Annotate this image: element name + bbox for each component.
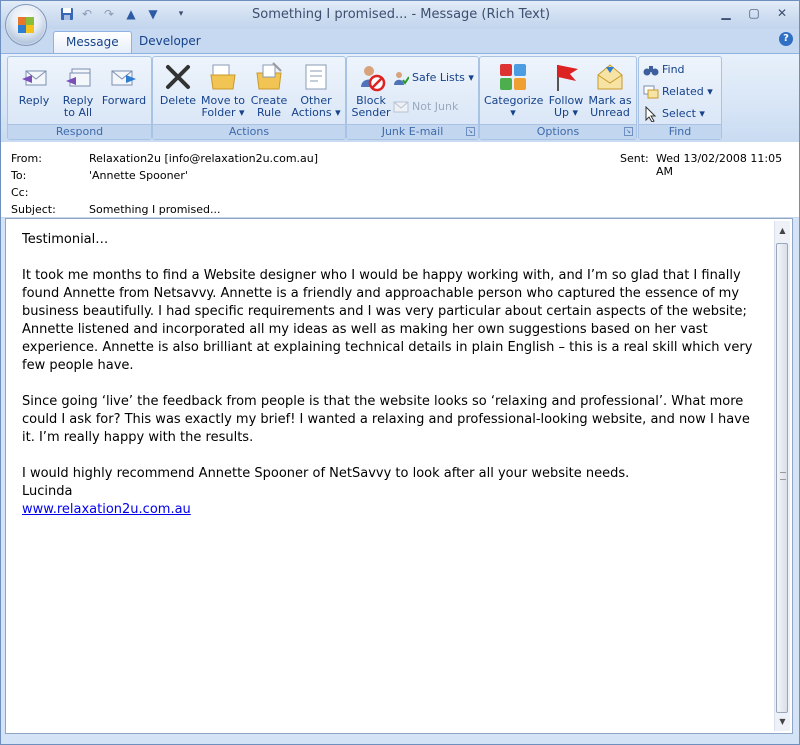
follow-up-flag-icon (550, 61, 582, 93)
create-rule-button[interactable]: Create Rule (247, 59, 291, 123)
sent-label: Sent: (620, 152, 649, 165)
forward-icon (108, 61, 140, 93)
related-icon (643, 84, 659, 100)
follow-up-button[interactable]: Follow Up ▾ (544, 59, 588, 123)
maximize-icon[interactable]: ▢ (748, 6, 760, 20)
customize-icon[interactable]: ▾ (178, 9, 184, 19)
message-body[interactable] (5, 218, 793, 734)
from-value[interactable]: Relaxation2u [info@relaxation2u.com.au] (89, 152, 319, 165)
signature-name: Lucinda (22, 484, 73, 499)
forward-button[interactable]: Forward (100, 59, 148, 123)
body-paragraph: Since going ‘live’ the feedback from people is that the website looks so ‘relaxing and professional’. What more could I ask for? This was exactly my brief! I wanted a relaxing and professional-looking website, and now I have it. I’m really happy with the results. (22, 394, 750, 445)
related-button[interactable]: Related ▾ (643, 83, 713, 101)
help-icon[interactable]: ? (779, 32, 793, 46)
group-label-actions: Actions (153, 124, 345, 139)
window-controls (713, 4, 795, 22)
previous-item-icon[interactable]: ▲ (126, 7, 136, 21)
sent-value: Wed 13/02/2008 11:05 AM (656, 152, 783, 178)
group-label-junk-email: Junk E-mail (347, 124, 478, 139)
reply-button[interactable]: Reply (12, 59, 56, 123)
undo-icon[interactable]: ↶ (81, 7, 93, 21)
scrollbar-thumb[interactable] (776, 243, 788, 713)
other-actions-button[interactable]: Other Actions ▾ (291, 59, 341, 123)
group-label-find: Find (639, 124, 721, 139)
group-respond (7, 56, 152, 140)
mark-as-unread-button[interactable]: Mark as Unread (586, 59, 634, 123)
safe-lists-button[interactable]: Safe Lists ▾ (393, 69, 474, 87)
window-title: Something I promised... - Message (Rich Text) (251, 7, 551, 22)
move-to-folder-icon (207, 61, 239, 93)
tab-message[interactable]: Message (53, 31, 132, 54)
not-junk-button[interactable]: Not Junk (393, 98, 458, 116)
message-header (1, 142, 799, 218)
not-junk-icon (393, 99, 409, 115)
block-sender-button[interactable]: Block Sender (349, 59, 393, 123)
minimize-icon[interactable]: ▁ (721, 6, 731, 20)
group-options (479, 56, 637, 140)
group-actions (152, 56, 346, 140)
mark-as-unread-icon (594, 61, 626, 93)
subject-label: Subject: (11, 203, 56, 216)
office-logo-icon (16, 15, 36, 35)
delete-button[interactable]: Delete (157, 59, 199, 123)
to-label: To: (11, 169, 27, 182)
body-paragraph: I would highly recommend Annette Spooner of NetSavvy to look after all your website needs. (22, 466, 630, 481)
ribbon-tabs (1, 29, 799, 53)
move-to-folder-button[interactable]: Move to Folder ▾ (199, 59, 247, 123)
next-item-icon[interactable]: ▼ (148, 7, 158, 21)
reply-all-icon (62, 61, 94, 93)
scroll-up-icon[interactable]: ▲ (779, 226, 786, 235)
select-button[interactable]: Select ▾ (643, 105, 705, 123)
options-dialog-launcher-icon[interactable]: ↘ (625, 128, 632, 135)
reply-all-button[interactable]: Reply to All (56, 59, 100, 123)
office-button[interactable] (5, 4, 47, 46)
safe-lists-icon (393, 70, 409, 86)
create-rule-icon (253, 61, 285, 93)
cc-label: Cc: (11, 186, 29, 199)
junk-email-dialog-launcher-icon[interactable]: ↘ (467, 128, 474, 135)
scroll-down-icon[interactable]: ▼ (779, 717, 786, 726)
binoculars-icon (643, 62, 659, 78)
vertical-scrollbar[interactable] (774, 221, 790, 731)
subject-value: Something I promised... (89, 203, 221, 216)
group-label-options: Options (480, 124, 636, 139)
group-find (638, 56, 722, 140)
close-icon[interactable]: ✕ (776, 6, 788, 20)
message-body-text (22, 231, 762, 519)
block-sender-icon (355, 61, 387, 93)
ribbon (1, 53, 799, 143)
categorize-icon (497, 61, 529, 93)
categorize-button[interactable]: Categorize ▾ (484, 59, 542, 123)
from-label: From: (11, 152, 42, 165)
select-cursor-icon (643, 106, 659, 122)
group-junk-email (346, 56, 479, 140)
save-icon[interactable] (59, 6, 75, 22)
delete-icon (162, 61, 194, 93)
body-paragraph: Testimonial… (22, 232, 109, 247)
find-button[interactable]: Find (643, 61, 685, 79)
tab-developer[interactable]: Developer (139, 34, 201, 48)
redo-icon[interactable]: ↷ (103, 7, 115, 21)
website-link[interactable]: www.relaxation2u.com.au (22, 502, 191, 517)
title-bar (1, 1, 799, 29)
group-label-respond: Respond (8, 124, 151, 139)
to-value[interactable]: 'Annette Spooner' (89, 169, 188, 182)
reply-icon (18, 61, 50, 93)
other-actions-icon (300, 61, 332, 93)
body-paragraph: It took me months to find a Website designer who I would be happy working with, and I’m so glad that I finally found Annette from Netsavvy. Annette is a friendly and approachable person who captured the essence of my business beautifully. I had specific requirements and I was very particular about certain aspects of the website; Annette listened and incorporated all my ideas as well as making her own suggestions based on her vast experience. Annette is also brilliant at explaining technical details in plain English – this is a real skill which very few people have. (22, 268, 753, 373)
